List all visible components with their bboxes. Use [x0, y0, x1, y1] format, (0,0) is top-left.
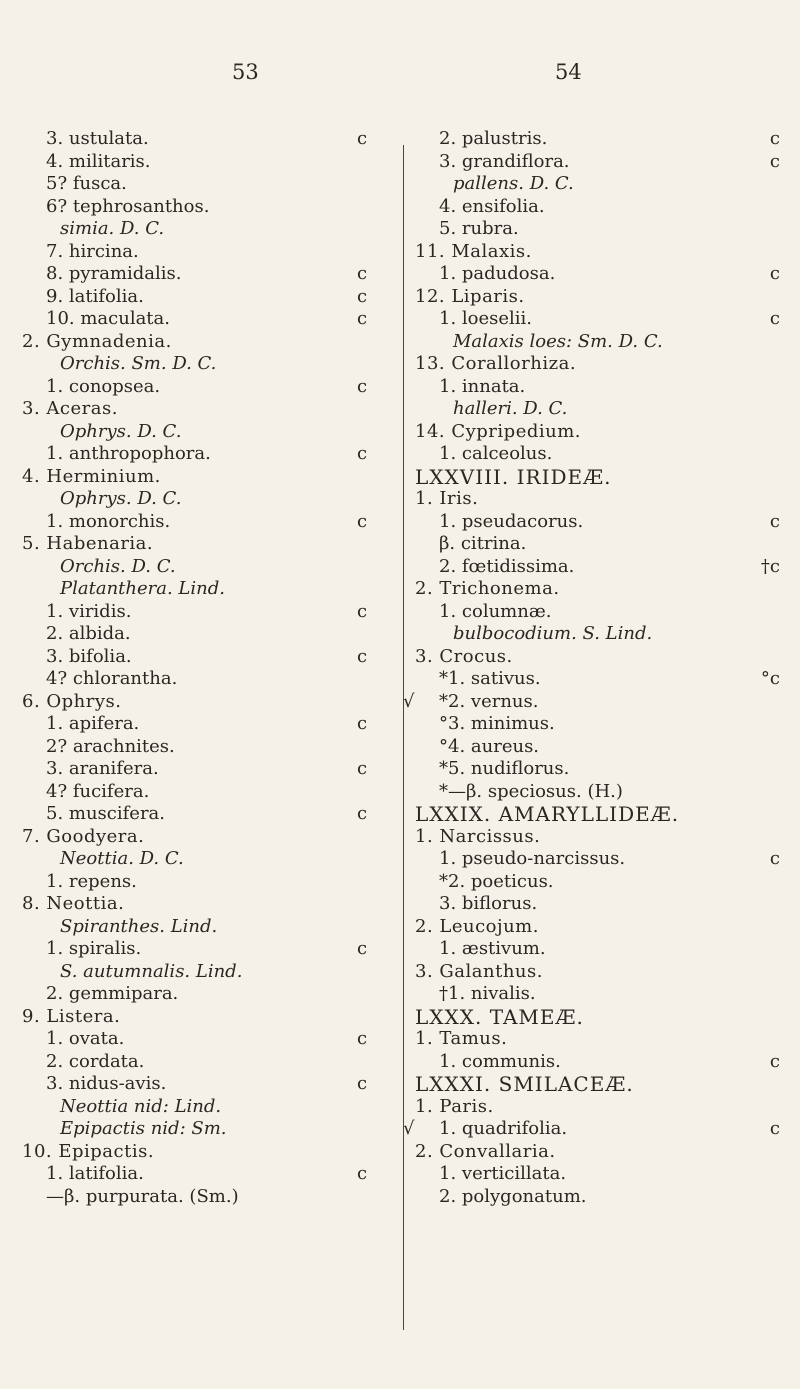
- entry-line: [415, 758, 790, 781]
- entry-genus: 3. Galanthus.: [415, 960, 543, 982]
- entry-mark: c: [357, 645, 368, 667]
- entry-line: [415, 803, 790, 826]
- entry-genus: 14. Cypripedium.: [415, 420, 582, 442]
- page-number-left: 53: [232, 60, 259, 84]
- entry-line: [415, 488, 790, 511]
- entry-species: 2. cordata.: [46, 1050, 145, 1072]
- entry-species: 1. latifolia.: [46, 1163, 144, 1184]
- entry-genus: 2. Gymnadenia.: [22, 330, 172, 352]
- entry-line: [22, 713, 387, 736]
- entry-line: [22, 758, 387, 781]
- entry-species: 5? fusca.: [46, 173, 127, 194]
- entry-species: 7. hircina.: [46, 240, 139, 262]
- entry-species: 5. rubra.: [439, 218, 519, 239]
- entry-genus: 3. Crocus.: [415, 645, 513, 667]
- entry-line: [415, 511, 790, 534]
- entry-line: [22, 826, 387, 849]
- entry-genus: 8. Neottia.: [22, 893, 125, 914]
- entry-mark: c: [357, 938, 368, 959]
- entry-syn: Ophrys. D. C.: [60, 420, 182, 442]
- entry-line: [22, 308, 387, 331]
- entry-mark: c: [357, 375, 368, 397]
- entry-line: [22, 398, 387, 421]
- entry-line: [22, 488, 387, 511]
- entry-species: 1. pseudo-narcissus.: [439, 848, 626, 869]
- entry-genus: 1. Tamus.: [415, 1028, 508, 1049]
- entry-mark: c: [769, 510, 780, 532]
- entry-syn: Spiranthes. Lind.: [60, 915, 218, 937]
- entry-line: [415, 308, 790, 331]
- entry-mark: c: [357, 600, 368, 622]
- entry-genus: 12. Liparis.: [415, 285, 525, 307]
- entry-line: [415, 916, 790, 939]
- entry-line: [22, 1096, 387, 1119]
- entry-species: 2. palustris.: [439, 128, 548, 149]
- entry-syn: Platanthera. Lind.: [60, 578, 225, 599]
- entry-line: [415, 938, 790, 961]
- entry-syn: bulbocodium. S. Lind.: [453, 623, 653, 644]
- entry-species: 4. ensifolia.: [439, 195, 545, 217]
- entry-fam: LXXIX. AMARYLLIDEÆ.: [415, 802, 680, 826]
- entry-syn: S. autumnalis. Lind.: [60, 960, 243, 982]
- entry-species: 1. verticillata.: [439, 1163, 567, 1184]
- entry-line: [22, 961, 387, 984]
- entry-mark: c: [769, 848, 780, 869]
- entry-line: [22, 218, 387, 241]
- entry-mark: c: [357, 285, 368, 307]
- entry-line: [22, 556, 387, 579]
- entry-mark: c: [357, 308, 368, 329]
- entry-species: 1. monorchis.: [46, 510, 171, 532]
- entry-mark: c: [357, 443, 368, 464]
- entry-species: 2. polygonatum.: [439, 1185, 587, 1207]
- entry-line: [415, 196, 790, 219]
- entry-fam: LXXVIII. IRIDEÆ.: [415, 464, 612, 489]
- entry-line: [415, 241, 790, 264]
- entry-line: [22, 466, 387, 489]
- entry-species: 1. spiralis.: [46, 938, 142, 959]
- entry-species: †1. nivalis.: [439, 983, 536, 1004]
- entry-line: [415, 848, 790, 871]
- entry-species: 1. calceolus.: [439, 443, 553, 464]
- entry-line: [415, 713, 790, 736]
- entry-mark: c: [357, 713, 368, 734]
- entry-line: [415, 533, 790, 556]
- entry-line: [415, 466, 790, 489]
- entry-mark: †c: [760, 555, 780, 577]
- entry-species: 3. bifolia.: [46, 645, 132, 667]
- entry-line: [22, 151, 387, 174]
- entry-species: *—β. speciosus. (H.): [439, 780, 623, 802]
- entry-line: [22, 1118, 387, 1141]
- entry-mark: c: [357, 758, 368, 779]
- entry-line: [22, 781, 387, 804]
- entry-genus: 1. Iris.: [415, 488, 479, 509]
- entry-line: [415, 331, 790, 354]
- entry-species: *1. sativus.: [439, 668, 541, 689]
- entry-syn: Epipactis nid: Sm.: [60, 1118, 227, 1139]
- entry-mark: c: [769, 150, 780, 172]
- entry-line: [415, 623, 790, 646]
- entry-mark: c: [769, 263, 780, 284]
- entry-line: [415, 398, 790, 421]
- entry-line: [415, 781, 790, 804]
- entry-mark: c: [357, 1028, 368, 1049]
- entry-species: 1. loeselii.: [439, 308, 533, 329]
- entry-line: [22, 443, 387, 466]
- entry-species: 1. quadrifolia.: [439, 1118, 568, 1139]
- entry-line: [415, 1028, 790, 1051]
- entry-line: [22, 578, 387, 601]
- entry-species: 4. militaris.: [46, 150, 151, 172]
- entry-species: 1. repens.: [46, 870, 137, 892]
- entry-line: [22, 353, 387, 376]
- entry-syn: pallens. D. C.: [453, 173, 574, 194]
- entry-syn: Malaxis loes: Sm. D. C.: [453, 330, 663, 352]
- entry-mark: c: [357, 263, 368, 284]
- entry-genus: 3. Aceras.: [22, 398, 118, 419]
- entry-mark: °c: [760, 668, 780, 689]
- entry-genus: 2. Trichonema.: [415, 578, 560, 599]
- entry-line: [415, 353, 790, 376]
- entry-species: 6? tephrosanthos.: [46, 195, 210, 217]
- entry-line: [22, 938, 387, 961]
- entry-line: [415, 983, 790, 1006]
- entry-line: [415, 1006, 790, 1029]
- entry-species: °4. aureus.: [439, 735, 540, 757]
- entry-syn: Orchis. D. C.: [60, 555, 176, 577]
- entry-mark: c: [357, 128, 368, 149]
- entry-mark: c: [357, 510, 368, 532]
- entry-line: [415, 421, 790, 444]
- entry-line: [22, 533, 387, 556]
- entry-line: [415, 376, 790, 399]
- entry-species: 2. fœtidissima.: [439, 555, 575, 577]
- entry-species: 1. ovata.: [46, 1028, 125, 1049]
- entry-genus: 5. Habenaria.: [22, 533, 154, 554]
- entry-line: [415, 286, 790, 309]
- entry-species: 1. conopsea.: [46, 375, 161, 397]
- entry-mark: c: [769, 1118, 780, 1139]
- entry-species: 1. pseudacorus.: [439, 510, 584, 532]
- entry-line: [22, 601, 387, 624]
- entry-line: [22, 736, 387, 759]
- entry-species: 2. gemmipara.: [46, 983, 179, 1004]
- entry-fam: LXXXI. SMILACEÆ.: [415, 1072, 634, 1096]
- entry-line: [415, 736, 790, 759]
- entry-species: β. citrina.: [439, 533, 527, 554]
- entry-line: [22, 916, 387, 939]
- entry-line: [415, 826, 790, 849]
- entry-line: [22, 173, 387, 196]
- entry-line: [403, 1118, 790, 1141]
- entry-species: 1. æstivum.: [439, 938, 546, 959]
- entry-species: 9. latifolia.: [46, 285, 144, 307]
- entry-species: 3. ustulata.: [46, 128, 149, 149]
- entry-mark: c: [357, 803, 368, 824]
- entry-line: [415, 1186, 790, 1209]
- entry-mark: c: [769, 1050, 780, 1072]
- entry-line: [415, 601, 790, 624]
- entry-genus: 13. Corallorhiza.: [415, 353, 577, 374]
- entry-genus: 1. Paris.: [415, 1095, 494, 1117]
- entry-line: [22, 1051, 387, 1074]
- entry-species: 4? fucifera.: [46, 780, 150, 802]
- entry-genus: 2. Leucojum.: [415, 915, 539, 937]
- entry-line: [415, 173, 790, 196]
- entry-species: 3. aranifera.: [46, 758, 159, 779]
- entry-line: [22, 646, 387, 669]
- entry-genus: 6. Ophrys.: [22, 690, 122, 712]
- entry-line: [415, 668, 790, 691]
- entry-line: [415, 1073, 790, 1096]
- entry-genus: 9. Listera.: [22, 1005, 121, 1027]
- entry-species: 1. apifera.: [46, 713, 140, 734]
- entry-line: [415, 893, 790, 916]
- entry-line: [22, 421, 387, 444]
- entry-species: —β. purpurata. (Sm.): [46, 1185, 239, 1207]
- check-mark-icon: √: [403, 690, 415, 712]
- entry-line: [415, 556, 790, 579]
- entry-line: [22, 263, 387, 286]
- entry-genus: 10. Epipactis.: [22, 1140, 155, 1162]
- entry-line: [22, 286, 387, 309]
- entry-line: [22, 1163, 387, 1186]
- entry-species: 2? arachnites.: [46, 735, 175, 757]
- entry-line: [415, 128, 790, 151]
- entry-genus: 11. Malaxis.: [415, 240, 532, 262]
- entry-line: [415, 578, 790, 601]
- entry-species: 3. grandiflora.: [439, 150, 570, 172]
- entry-line: [22, 983, 387, 1006]
- check-mark-icon: √: [403, 1118, 415, 1139]
- entry-line: [22, 623, 387, 646]
- entry-species: 4? chlorantha.: [46, 668, 178, 689]
- entry-line: [22, 893, 387, 916]
- entry-species: 3. nidus-avis.: [46, 1073, 167, 1094]
- entry-line: [415, 151, 790, 174]
- entry-line: [415, 1096, 790, 1119]
- entry-line: [22, 331, 387, 354]
- entry-line: [415, 263, 790, 286]
- entry-syn: Neottia. D. C.: [60, 848, 184, 869]
- entry-line: [22, 376, 387, 399]
- entry-species: 1. padudosa.: [439, 263, 556, 284]
- right-column: [403, 128, 790, 1208]
- entry-species: 1. innata.: [439, 375, 526, 397]
- entry-syn: Neottia nid: Lind.: [60, 1095, 222, 1117]
- left-column: [22, 128, 387, 1208]
- entry-syn: halleri. D. C.: [453, 398, 568, 419]
- entry-genus: 2. Convallaria.: [415, 1140, 556, 1162]
- entry-mark: c: [769, 308, 780, 329]
- entry-species: 10. maculata.: [46, 308, 170, 329]
- entry-species: 8. pyramidalis.: [46, 263, 182, 284]
- entry-genus: 7. Goodyera.: [22, 825, 145, 847]
- entry-species: 1. communis.: [439, 1050, 561, 1072]
- entry-line: [22, 848, 387, 871]
- entry-line: [22, 1073, 387, 1096]
- entry-syn: simia. D. C.: [60, 218, 165, 239]
- entry-species: *2. vernus.: [439, 690, 539, 712]
- entry-line: [22, 1006, 387, 1029]
- entry-species: 1. viridis.: [46, 600, 132, 622]
- entry-line: [22, 803, 387, 826]
- entry-line: [22, 1141, 387, 1164]
- column-divider: [403, 145, 404, 1330]
- entry-line: [415, 1163, 790, 1186]
- entry-species: 5. muscifera.: [46, 803, 166, 824]
- entry-mark: c: [357, 1073, 368, 1094]
- entry-syn: Orchis. Sm. D. C.: [60, 353, 217, 374]
- entry-line: [415, 961, 790, 984]
- entry-mark: c: [357, 1163, 368, 1184]
- entry-line: [22, 691, 387, 714]
- entry-line: [415, 871, 790, 894]
- entry-line: [22, 128, 387, 151]
- entry-line: [22, 1028, 387, 1051]
- entry-genus: 1. Narcissus.: [415, 825, 541, 847]
- entry-line: [22, 871, 387, 894]
- entry-species: 2. albida.: [46, 623, 131, 644]
- entry-line: [22, 668, 387, 691]
- entry-line: [415, 646, 790, 669]
- entry-fam: LXXX. TAMEÆ.: [415, 1004, 584, 1029]
- entry-species: 3. biflorus.: [439, 893, 538, 914]
- page-number-right: 54: [555, 60, 582, 84]
- entry-species: 1. anthropophora.: [46, 443, 211, 464]
- entry-line: [22, 1186, 387, 1209]
- entry-genus: 4. Herminium.: [22, 465, 161, 487]
- entry-line: [403, 690, 790, 714]
- entry-species: °3. minimus.: [439, 713, 555, 734]
- entry-species: *5. nudiflorus.: [439, 758, 570, 779]
- entry-line: [415, 218, 790, 241]
- entry-syn: Ophrys. D. C.: [60, 488, 182, 509]
- entry-species: 1. columnæ.: [439, 600, 552, 622]
- entry-line: [415, 443, 790, 466]
- entry-line: [22, 241, 387, 264]
- entry-mark: c: [769, 128, 780, 149]
- entry-species: *2. poeticus.: [439, 870, 554, 892]
- entry-line: [22, 511, 387, 534]
- entry-line: [22, 196, 387, 219]
- entry-line: [415, 1051, 790, 1074]
- entry-line: [415, 1141, 790, 1164]
